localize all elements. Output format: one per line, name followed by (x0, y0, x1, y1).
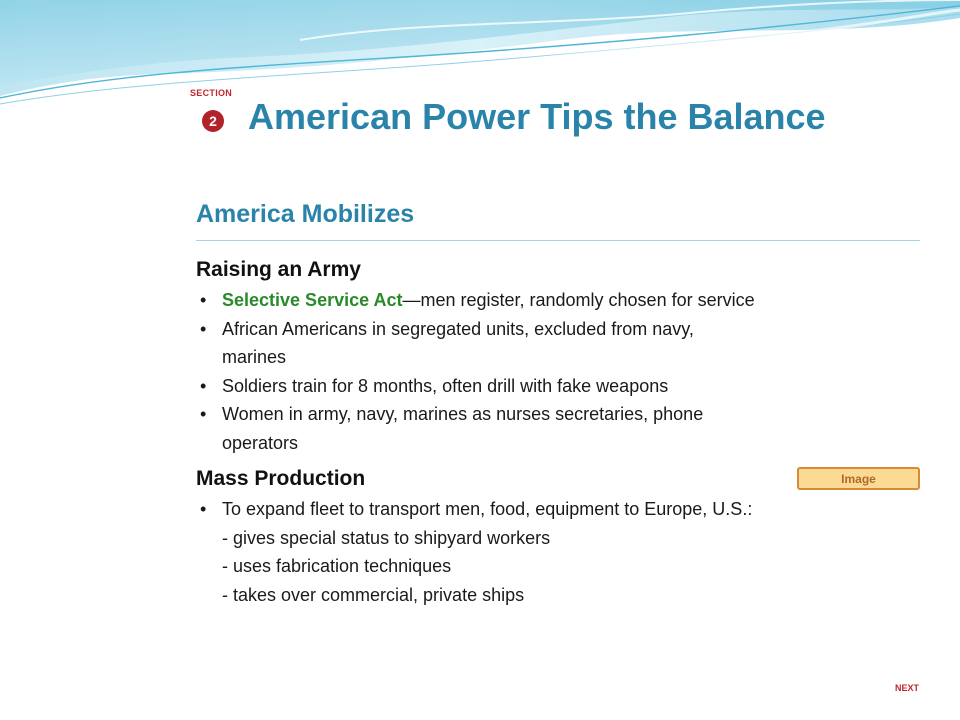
sub-item: - takes over commercial, private ships (222, 584, 525, 605)
divider-rule (196, 240, 920, 241)
list-item (196, 286, 756, 315)
list-item-text: African Americans in segregated units, excluded from navy, marines (222, 318, 694, 367)
mass-production-heading: Mass Production (196, 467, 366, 490)
list-item-text: —men register, randomly chosen for service (402, 290, 755, 310)
header-wave-decoration (0, 0, 960, 110)
selective-service-act-term: Selective Service Act (222, 290, 403, 310)
raising-army-list (196, 286, 756, 457)
list-item-text: Women in army, navy, marines as nurses secretaries, phone operators (222, 404, 704, 453)
section-number-badge: 2 (202, 110, 224, 132)
image-button[interactable]: Image (797, 467, 920, 490)
slide-subtitle: America Mobilizes (196, 200, 415, 228)
slide-body (196, 258, 756, 609)
sub-item: - uses fabrication techniques (222, 556, 452, 576)
section-label: SECTION (190, 88, 233, 98)
list-item (196, 400, 756, 457)
raising-army-heading: Raising an Army (196, 258, 361, 281)
list-item-text: • To expand fleet to transport men, food, equipment to Europe, U.S.: (222, 499, 753, 519)
list-item (196, 315, 756, 372)
list-item-text: Soldiers train for 8 months, often drill with fake weapons (222, 375, 669, 396)
list-item (196, 372, 756, 401)
list-item (196, 495, 756, 609)
sub-item: - gives special status to shipyard workers (222, 527, 551, 548)
mass-production-list (196, 495, 756, 609)
page-title: American Power Tips the Balance (248, 96, 826, 137)
next-link[interactable]: NEXT (895, 683, 920, 693)
